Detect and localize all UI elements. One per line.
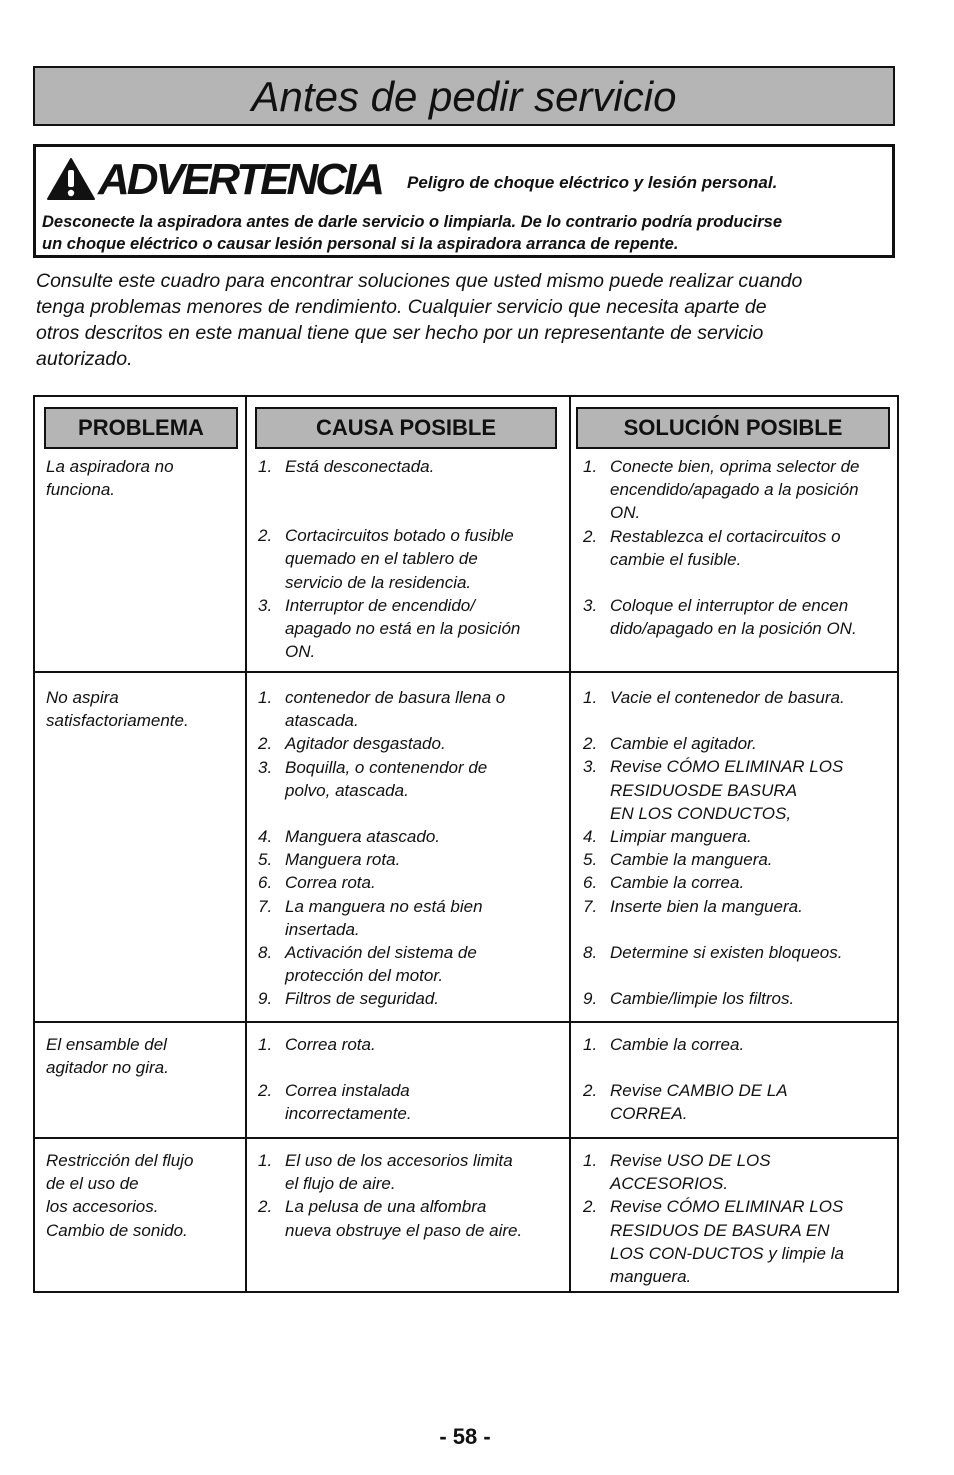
header-problema: PROBLEMA	[44, 407, 238, 449]
item-number: 1.	[258, 1035, 273, 1054]
list-item	[258, 987, 563, 1010]
item-number: 1.	[583, 1151, 598, 1170]
item-line: RESIDUOS DE BASURA EN	[610, 1220, 830, 1240]
item-line: ON.	[285, 642, 316, 662]
item-line: Cambie el agitador.	[610, 734, 757, 754]
list-item	[258, 1033, 563, 1056]
item-number: 1.	[583, 1035, 598, 1054]
item-line: Revise CAMBIO DE LA	[610, 1081, 788, 1101]
item-line: Cambie la manguera.	[610, 850, 773, 870]
item-line: Coloque el interruptor de encen	[610, 596, 849, 616]
list-item	[583, 1079, 899, 1125]
warning-box	[33, 144, 895, 258]
item-line: Correa rota.	[285, 1035, 376, 1054]
row-divider	[35, 1021, 897, 1023]
intro-line: Consulte este cuadro para encontrar soluciones que usted mismo puede realizar cuando	[36, 270, 803, 292]
warning-triangle-icon	[46, 157, 96, 201]
column-divider	[245, 397, 247, 1291]
item-number: 2.	[258, 1081, 273, 1101]
cause-cell	[258, 455, 563, 663]
intro-line: otros descritos en este manual tiene que ser hecho por un representante de servicio	[36, 322, 764, 344]
item-line: Cambie la correa.	[610, 1035, 745, 1054]
item-line: El uso de los accesorios limita	[285, 1151, 513, 1170]
problem-line: los accesorios.	[46, 1197, 159, 1217]
item-number: 7.	[583, 896, 598, 916]
item-number: 2.	[258, 1197, 273, 1217]
page-title-box	[33, 66, 895, 126]
item-line: servicio de la residencia.	[285, 572, 472, 592]
item-line: ON.	[610, 503, 641, 523]
problem-line: agitador no gira.	[46, 1058, 169, 1078]
item-line: Cambie/limpie los filtros.	[610, 989, 795, 1009]
item-line: Inserte bien la manguera.	[610, 896, 803, 916]
item-line: LOS CON-DUCTOS y limpie la	[610, 1243, 844, 1263]
item-line: polvo, atascada.	[285, 780, 409, 800]
list-item	[583, 825, 899, 848]
item-line: Determine si existen bloqueos.	[610, 942, 843, 962]
item-line: Revise CÓMO ELIMINAR LOS	[610, 1197, 844, 1217]
problem-line: La aspiradora no	[46, 457, 174, 476]
list-item	[583, 732, 899, 755]
warning-line: un choque eléctrico o causar lesión personal si la aspiradora arranca de repente.	[42, 235, 679, 253]
header-solucion-posible: SOLUCIÓN POSIBLE	[576, 407, 890, 449]
item-number: 1.	[258, 688, 273, 707]
item-line: apagado no está en la posición	[285, 619, 521, 639]
item-number: 7.	[258, 896, 273, 916]
problem-line: satisfactoriamente.	[46, 711, 189, 731]
problem-line: funciona.	[46, 480, 115, 500]
cause-cell	[258, 686, 563, 1011]
troubleshooting-table	[33, 395, 899, 1293]
item-line: Correa rota.	[285, 873, 376, 893]
problem-line: El ensamble del	[46, 1035, 167, 1054]
warning-line: Desconecte la aspiradora antes de darle servicio o limpiarla. De lo contrario podría producirse	[42, 213, 783, 231]
warning-heading: ADVERTENCIA	[98, 155, 383, 204]
list-item	[258, 1079, 563, 1125]
solution-cell	[583, 686, 899, 1010]
intro-line: tenga problemas menores de rendimiento. Cualquier servicio que necesita aparte de	[36, 296, 767, 318]
list-item	[583, 686, 899, 709]
item-number: 2.	[258, 734, 273, 754]
list-item	[258, 871, 563, 894]
item-line: encendido/apagado a la posición	[610, 480, 859, 500]
cause-cell	[258, 1033, 563, 1126]
problem-line: de el uso de	[46, 1174, 139, 1194]
row-divider	[35, 1137, 897, 1139]
item-line: Cortacircuitos botado o fusible	[285, 526, 514, 546]
item-number: 5.	[258, 850, 273, 870]
item-line: manguera.	[610, 1267, 692, 1287]
item-line: Agitador desgastado.	[285, 734, 446, 754]
item-number: 3.	[583, 757, 598, 777]
item-line: Está desconectada.	[285, 457, 435, 476]
item-number: 1.	[583, 688, 598, 707]
item-line: Manguera rota.	[285, 850, 401, 870]
item-number: 1.	[583, 457, 598, 476]
list-item	[258, 941, 563, 987]
list-item	[258, 895, 563, 941]
item-line: Boquilla, o contenendor de	[285, 757, 488, 777]
item-number: 2.	[583, 1081, 598, 1101]
item-line: incorrectamente.	[285, 1104, 412, 1124]
item-number: 6.	[583, 873, 598, 893]
list-item	[583, 1195, 899, 1288]
item-line: Revise CÓMO ELIMINAR LOS	[610, 757, 844, 777]
item-line: Cambie la correa.	[610, 873, 745, 893]
column-divider	[569, 397, 571, 1291]
item-number: 2.	[583, 1197, 598, 1217]
item-line: La pelusa de una alfombra	[285, 1197, 487, 1217]
item-number: 1.	[258, 457, 273, 476]
item-line: insertada.	[285, 919, 360, 939]
intro-line: autorizado.	[36, 348, 133, 370]
item-number: 9.	[583, 989, 598, 1009]
item-number: 1.	[258, 1151, 273, 1170]
list-item	[258, 848, 563, 871]
item-number: 2.	[583, 526, 598, 546]
item-number: 6.	[258, 873, 273, 893]
item-line: Filtros de seguridad.	[285, 989, 440, 1009]
item-number: 8.	[583, 942, 598, 962]
item-number: 2.	[583, 734, 598, 754]
item-number: 8.	[258, 943, 273, 963]
item-line: el flujo de aire.	[285, 1174, 396, 1194]
list-item	[258, 686, 563, 732]
item-line: Restablezca el cortacircuitos o	[610, 526, 841, 546]
list-item	[258, 1195, 563, 1241]
item-line: quemado en el tablero de	[285, 549, 478, 569]
solution-cell	[583, 455, 899, 640]
row-divider	[35, 671, 897, 673]
item-number: 4.	[583, 827, 598, 847]
list-item	[583, 525, 899, 571]
problem-cell	[46, 686, 236, 732]
list-item	[258, 455, 563, 478]
problem-cell	[46, 455, 236, 501]
list-item	[583, 1149, 899, 1195]
item-line: RESIDUOSDE BASURA	[610, 780, 798, 800]
item-line: protección del motor.	[285, 966, 444, 986]
item-line: atascada.	[285, 711, 359, 731]
item-number: 3.	[258, 595, 273, 615]
header-causa-posible: CAUSA POSIBLE	[255, 407, 557, 449]
page-title: Antes de pedir servicio	[251, 73, 677, 120]
item-line: nueva obstruye el paso de aire.	[285, 1220, 523, 1240]
list-item	[258, 825, 563, 848]
item-number: 3.	[258, 757, 273, 777]
list-item	[258, 524, 563, 594]
list-item	[583, 871, 899, 894]
item-line: EN LOS CONDUCTOS,	[610, 803, 792, 823]
solution-cell	[583, 1033, 899, 1126]
item-line: Manguera atascado.	[285, 827, 440, 847]
list-item	[583, 987, 899, 1010]
problem-line: Restricción del flujo	[46, 1151, 194, 1170]
item-line: Vacie el contenedor de basura.	[610, 688, 845, 707]
item-line: Correa instalada	[285, 1081, 410, 1101]
item-line: cambie el fusible.	[610, 549, 742, 569]
solution-cell	[583, 1149, 899, 1288]
item-number: 3.	[583, 596, 598, 616]
list-item	[583, 755, 899, 825]
item-number: 2.	[258, 526, 273, 546]
list-item	[258, 1149, 563, 1195]
list-item	[583, 455, 899, 525]
item-line: ACCESORIOS.	[610, 1174, 729, 1194]
item-line: Revise USO DE LOS	[610, 1151, 771, 1170]
item-number: 9.	[258, 989, 273, 1009]
list-item	[583, 1033, 899, 1056]
list-item	[258, 732, 563, 755]
item-number: 4.	[258, 827, 273, 847]
item-line: Limpiar manguera.	[610, 827, 752, 847]
problem-cell	[46, 1033, 236, 1079]
item-line: dido/apagado en la posición ON.	[610, 619, 857, 639]
list-item	[258, 756, 563, 802]
cause-cell	[258, 1149, 563, 1242]
list-item	[583, 895, 899, 918]
warning-subtitle: Peligro de choque eléctrico y lesión personal.	[407, 173, 778, 192]
list-item	[583, 594, 899, 640]
item-line: Activación del sistema de	[285, 943, 477, 963]
problem-line: Cambio de sonido.	[46, 1220, 188, 1240]
intro-paragraph	[36, 268, 906, 372]
item-line: Conecte bien, oprima selector de	[610, 457, 860, 476]
page-number: - 58 -	[439, 1424, 491, 1449]
list-item	[583, 941, 899, 964]
list-item	[258, 594, 563, 664]
problem-line: No aspira	[46, 688, 119, 707]
item-line: La manguera no está bien	[285, 896, 483, 916]
list-item	[583, 848, 899, 871]
problem-cell	[46, 1149, 236, 1242]
item-line: contenedor de basura llena o	[285, 688, 506, 707]
item-line: Interruptor de encendido/	[285, 595, 475, 615]
item-number: 5.	[583, 850, 598, 870]
item-line: CORREA.	[610, 1104, 688, 1124]
warning-text	[42, 211, 888, 255]
